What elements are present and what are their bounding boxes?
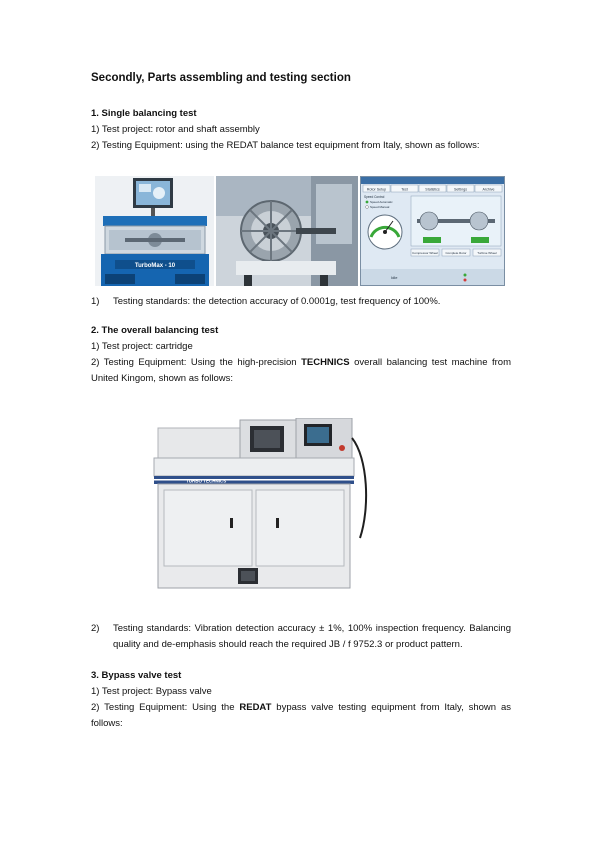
section-heading-bypass-valve: 3. Bypass valve test [91,670,182,681]
software-ui-illustration [361,177,504,285]
section2-test-project: 1) Test project: cartridge [91,341,193,352]
page-title: Secondly, Parts assembling and testing section [91,72,351,84]
compressor-wheel-button: Compressor Wheel [412,251,438,255]
speed-manual-label: Speed Manual [370,205,390,209]
complete-rotor-button: Complete Rotor [445,251,467,255]
rotor-balancer-closeup-photo [216,176,358,286]
machine-label-text: TurboMax - 10 [134,263,176,269]
section3-testing-equipment [91,700,511,732]
list-text: Testing standards: the detection accuracy of 0.0001g, test frequency of 100%. [113,296,441,307]
list-number: 2) [91,623,100,634]
section-heading-overall-balancing: 2. The overall balancing test [91,325,219,336]
section2-testing-equipment [91,355,511,387]
speed-control-label: Speed Control [364,195,385,199]
list-text: Testing standards: Vibration detection accuracy ± 1%, 100% inspection frequency. Balancing quality and de-emphasis should reach the required JB / f 9752.3 or product pattern. [113,623,511,650]
turbo-technics-machine-photo [146,418,372,592]
software-tab-archive: Archive [482,187,495,192]
equipment-text-prefix: 2) Testing Equipment: Using the [91,702,240,713]
redat-balancing-machine-photo [95,176,214,286]
software-tab-statistics: Statistics [425,187,440,192]
software-tab-test: Test [401,187,408,192]
machine-brand-text: TURBO TECHNICS [186,478,227,484]
software-tab-settings: Settings [454,187,467,192]
software-status-text: Idle [391,275,398,280]
redat-machine-illustration [95,176,214,286]
equipment-text-suffix: overall balancing test machine from United Kingom, shown as follows: [91,357,511,384]
technics-machine-illustration [146,418,372,592]
equipment-text-prefix: 2) Testing Equipment: Using the high-precision [91,357,302,368]
section1-test-project: 1) Test project: rotor and shaft assembly [91,124,260,135]
section-heading-single-balancing: 1. Single balancing test [91,108,197,119]
rotor-closeup-illustration [216,176,358,286]
turbine-wheel-button: Turbine Wheel [477,251,497,255]
section3-test-project: 1) Test project: Bypass valve [91,686,212,697]
list-number: 1) [91,296,100,307]
equipment-brand-technics: TECHNICS [301,357,350,368]
section1-testing-equipment: 2) Testing Equipment: using the REDAT balance test equipment from Italy, shown as follows: [91,140,480,151]
speed-automatic-label: Speed Automatic [370,200,393,204]
equipment-brand-redat: REDAT [239,702,272,713]
equipment-text-suffix: bypass valve testing equipment from Italy, shown as follows: [91,702,511,729]
software-tab-rotor-setup: Rotor Setup [366,187,387,192]
balancing-software-screenshot [360,176,505,286]
